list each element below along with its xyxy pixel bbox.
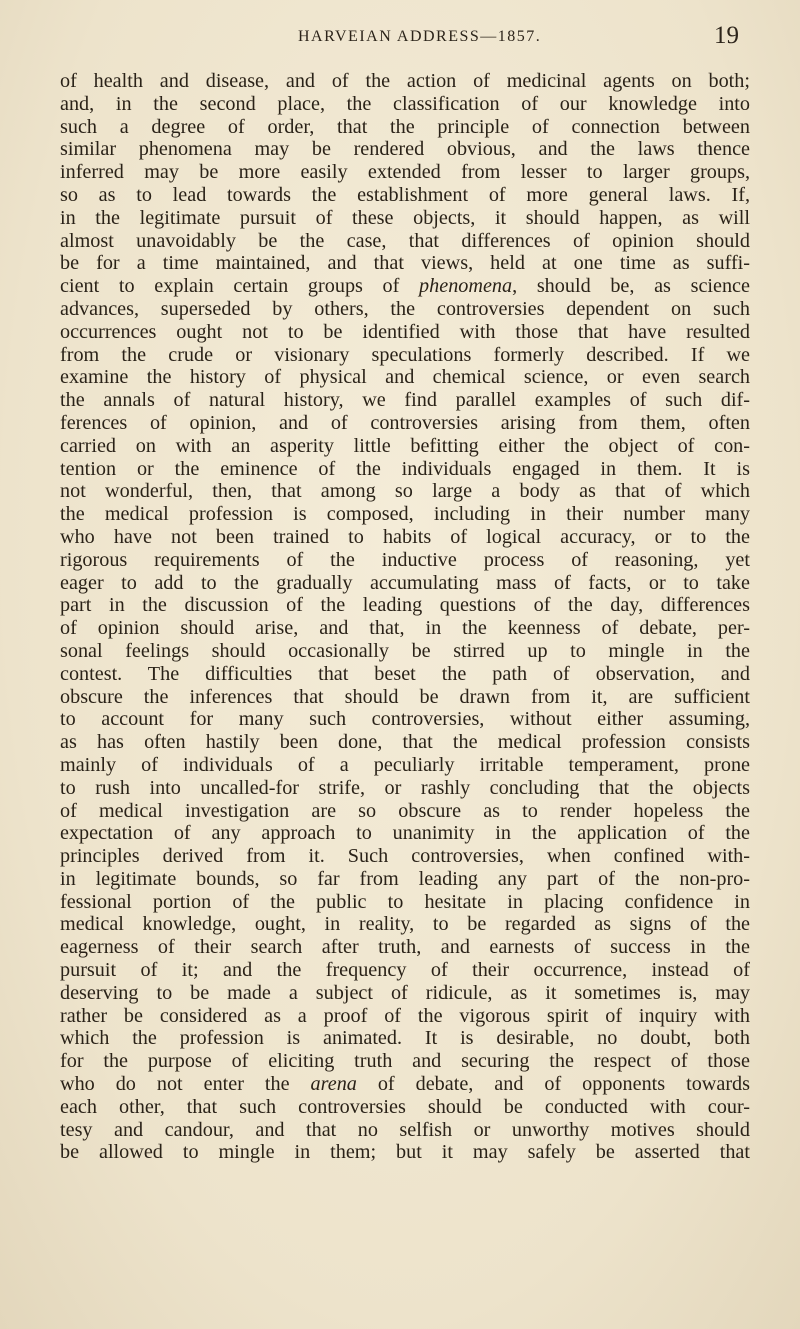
- text-line: the medical profession is composed, including in their number many: [60, 503, 750, 526]
- text-line: not wonderful, then, that among so large a body as that of which: [60, 480, 750, 503]
- text-line: similar phenomena may be rendered obvious, and the laws thence: [60, 138, 750, 161]
- text-line: so as to lead towards the establishment of more general laws. If,: [60, 183, 750, 206]
- text-line: obscure the inferences that should be drawn from it, are sufficient: [60, 685, 750, 708]
- text-line: rather be considered as a proof of the vigorous spirit of inquiry with: [60, 1004, 750, 1027]
- text-line: as has often hastily been done, that the medical profession consists: [60, 731, 750, 754]
- text-line: medical knowledge, ought, in reality, to be regarded as signs of the: [60, 913, 750, 936]
- text-line: inferred may be more easily extended from lesser to larger groups,: [60, 161, 750, 184]
- text-line: which the profession is animated. It is desirable, no doubt, both: [60, 1027, 750, 1050]
- text-line: carried on with an asperity little befitting either the object of con-: [60, 434, 750, 457]
- text-line: of opinion should arise, and that, in the keenness of debate, per-: [60, 617, 750, 640]
- text-line: tesy and candour, and that no selfish or unworthy motives should: [60, 1118, 750, 1141]
- text-line: be allowed to mingle in them; but it may safely be asserted that: [60, 1141, 750, 1164]
- text-line: part in the discussion of the leading questions of the day, differences: [60, 594, 750, 617]
- running-title: HARVEIAN ADDRESS—1857.: [298, 28, 542, 45]
- text-line: of health and disease, and of the action of medicinal agents on both;: [60, 70, 750, 92]
- text-line: for the purpose of eliciting truth and securing the respect of those: [60, 1050, 750, 1073]
- text-line: from the crude or visionary speculations formerly described. If we: [60, 343, 750, 366]
- text-line: pursuit of it; and the frequency of their occurrence, instead of: [60, 959, 750, 982]
- text-line: such a degree of order, that the principle of connection between: [60, 115, 750, 138]
- text-line: occurrences ought not to be identified with those that have resulted: [60, 320, 750, 343]
- text-line: to rush into uncalled-for strife, or rashly concluding that the objects: [60, 776, 750, 799]
- text-line: eagerness of their search after truth, and earnests of success in the: [60, 936, 750, 959]
- running-head: [0, 22, 800, 52]
- text-line: fessional portion of the public to hesitate in placing confidence in: [60, 890, 750, 913]
- text-line: and, in the second place, the classification of our knowledge into: [60, 92, 750, 115]
- text-line: examine the history of physical and chemical science, or even search: [60, 366, 750, 389]
- text-line: advances, superseded by others, the controversies dependent on such: [60, 297, 750, 320]
- text-line: eager to add to the gradually accumulating mass of facts, or to take: [60, 571, 750, 594]
- text-line: to account for many such controversies, without either assuming,: [60, 708, 750, 731]
- text-line: sonal feelings should occasionally be stirred up to mingle in the: [60, 639, 750, 662]
- text-line: expectation of any approach to unanimity in the application of the: [60, 822, 750, 845]
- text-line: who have not been trained to habits of logical accuracy, or to the: [60, 525, 750, 548]
- text-line: ferences of opinion, and of controversies arising from them, often: [60, 411, 750, 434]
- text-line: of medical investigation are so obscure as to render hopeless the: [60, 799, 750, 822]
- text-line: principles derived from it. Such controversies, when confined with-: [60, 845, 750, 868]
- text-line: in the legitimate pursuit of these objects, it should happen, as will: [60, 206, 750, 229]
- text-line: each other, that such controversies should be conducted with cour-: [60, 1095, 750, 1118]
- text-line: tention or the eminence of the individuals engaged in them. It is: [60, 457, 750, 480]
- text-line: the annals of natural history, we find parallel examples of such dif-: [60, 389, 750, 412]
- text-line: be for a time maintained, and that views, held at one time as suffi-: [60, 252, 750, 275]
- text-line: deserving to be made a subject of ridicule, as it sometimes is, may: [60, 981, 750, 1004]
- text-line: rigorous requirements of the inductive process of reasoning, yet: [60, 548, 750, 571]
- body-text: [60, 70, 750, 1164]
- text-line: mainly of individuals of a peculiarly irritable temperament, prone: [60, 753, 750, 776]
- text-line: contest. The difficulties that beset the path of observation, and: [60, 662, 750, 685]
- text-line: in legitimate bounds, so far from leading any part of the non-pro-: [60, 867, 750, 890]
- text-line: who do not enter the arena of debate, and of opponents towards: [60, 1073, 751, 1096]
- page-number: 19: [714, 22, 739, 49]
- text-line: cient to explain certain groups of phenomena, should be, as science: [60, 275, 750, 298]
- text-line: almost unavoidably be the case, that differences of opinion should: [60, 229, 750, 252]
